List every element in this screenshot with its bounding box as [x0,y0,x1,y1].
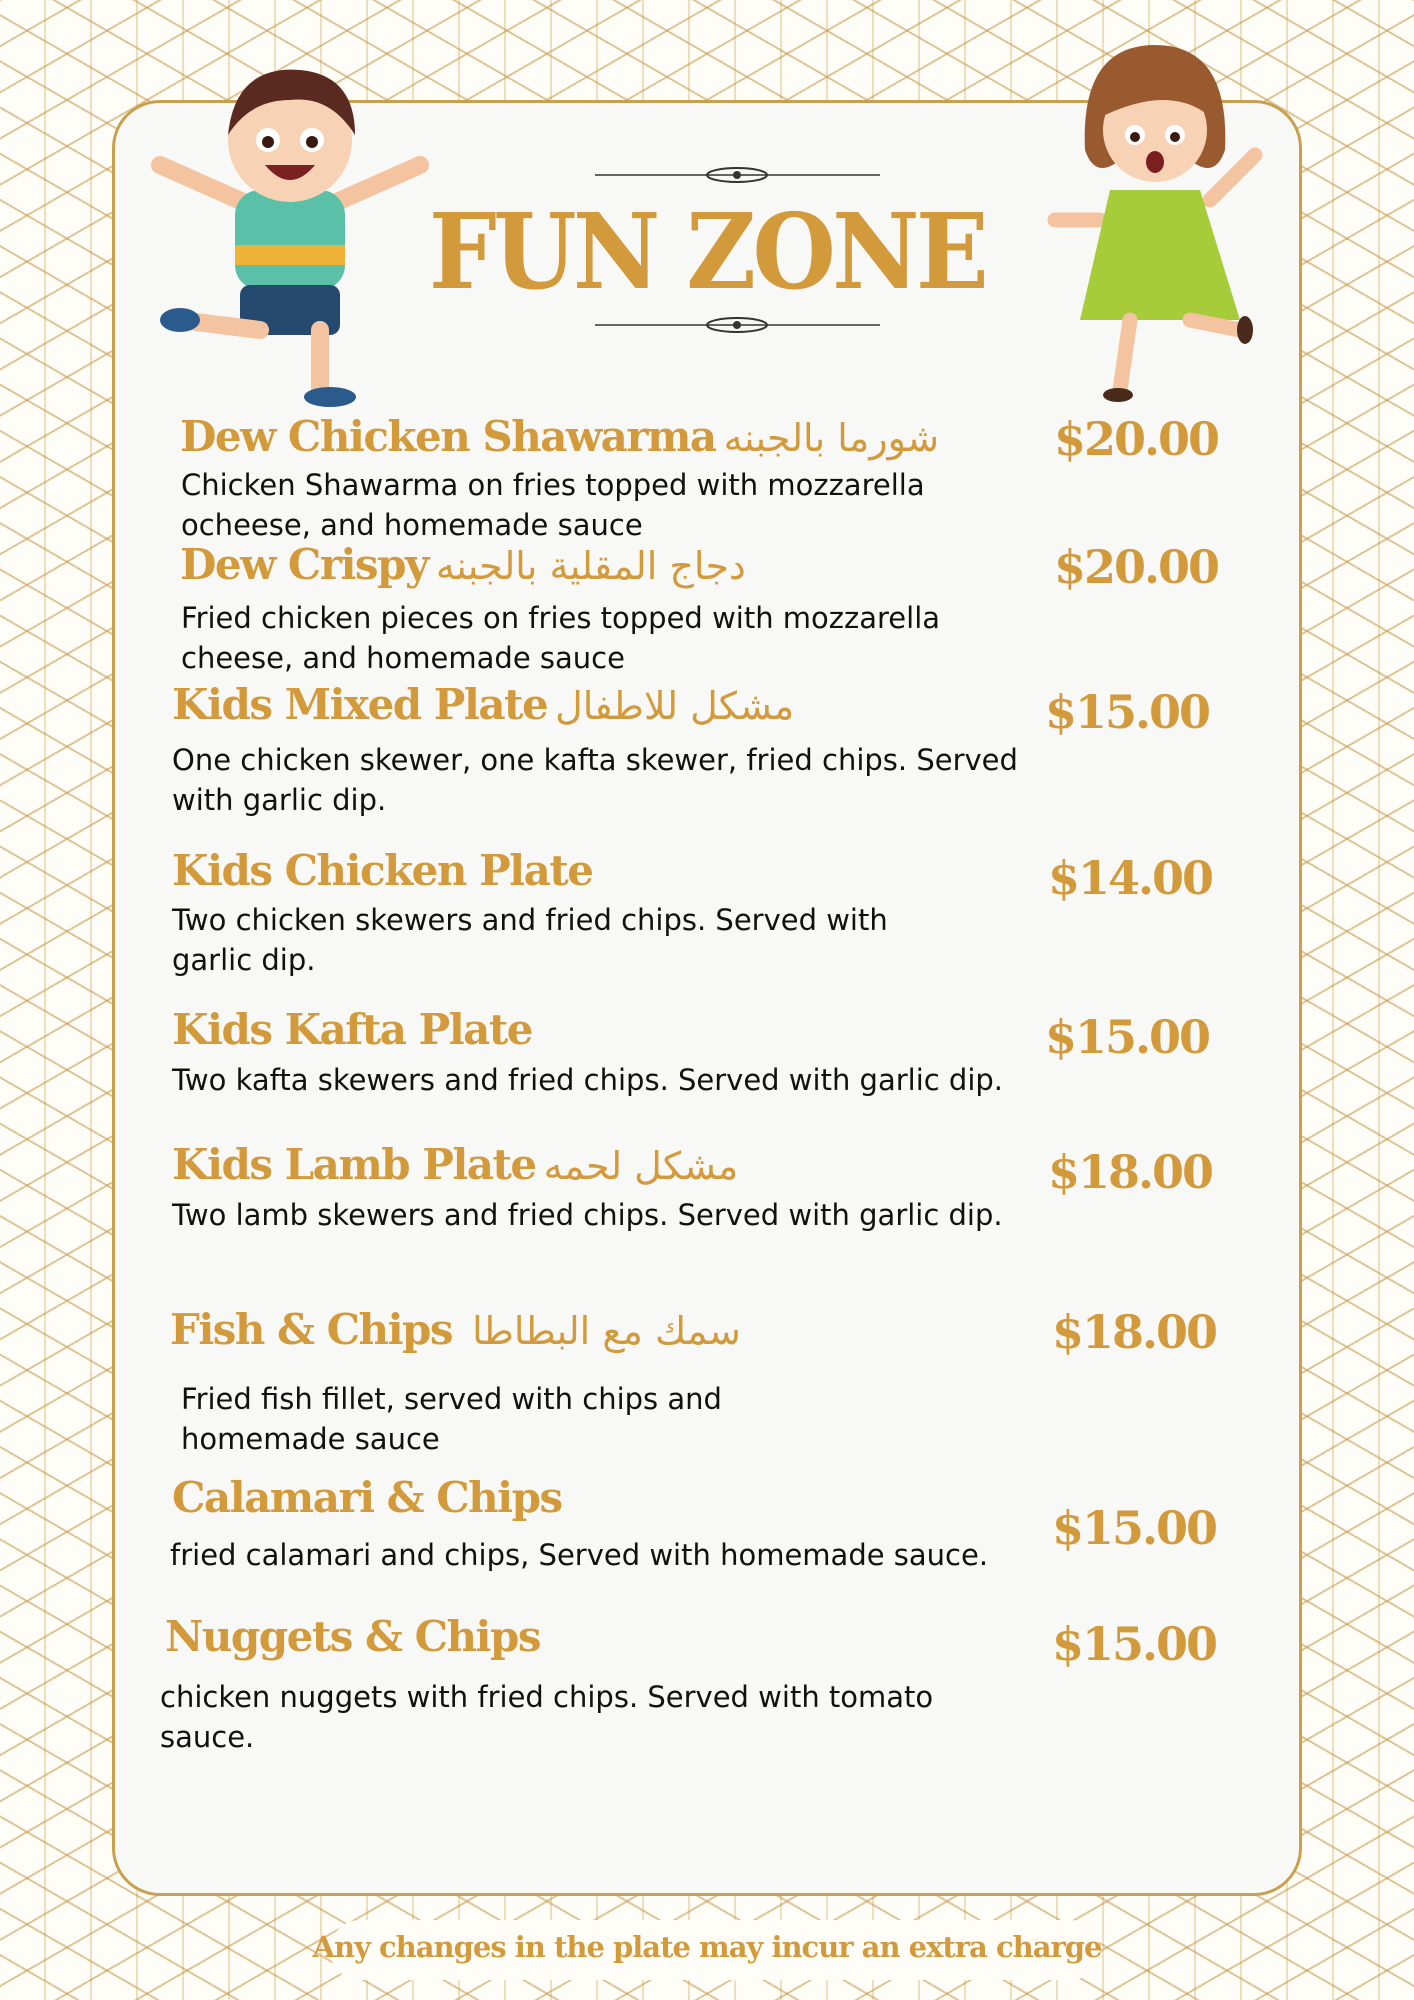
item-name-english: Nuggets & Chips [165,1612,541,1661]
item-name [180,412,939,461]
item-name-english: Kids Chicken Plate [172,846,593,895]
page-title: FUN ZONE [428,190,986,313]
item-description: Chicken Shawarma on fries topped with mozzarella ocheese, and homemade sauce [181,468,925,542]
item-name [172,1005,540,1054]
footer-note: Any changes in the plate may incur an extra charge [312,1930,1102,1964]
item-price: $15.00 [1051,1501,1216,1555]
item-name-arabic: مشكل للاطفال [555,684,795,728]
item-price: $14.00 [1047,851,1212,905]
item-name-english: Calamari & Chips [172,1473,562,1522]
item-name-english: Kids Kafta Plate [172,1005,532,1054]
item-description: Two chicken skewers and fried chips. Served with garlic dip. [172,903,888,977]
item-description: One chicken skewer, one kafta skewer, fried chips. Served with garlic dip. [172,743,1018,817]
item-description: Two kafta skewers and fried chips. Served with garlic dip. [172,1063,1004,1097]
item-name [170,1305,741,1354]
item-price: $18.00 [1047,1145,1212,1199]
item-name-english: Fish & Chips [170,1305,453,1354]
item-name-english: Dew Chicken Shawarma [180,412,716,461]
item-name-arabic: شورما بالجبنه [723,416,940,460]
item-description: fried calamari and chips, Served with homemade sauce. [170,1538,989,1572]
boy-illustration [140,55,440,415]
girl-illustration [1040,40,1270,410]
item-price: $18.00 [1051,1305,1216,1359]
item-name-arabic: سمك مع البطاطا [472,1309,741,1353]
item-name [172,1473,570,1522]
item-name-english: Kids Lamb Plate [172,1140,536,1189]
flourish-bottom-icon [595,315,880,335]
item-description: Fried chicken pieces on fries topped with mozzarella cheese, and homemade sauce [181,601,941,675]
item-name-arabic: مشكل لحمه [543,1144,739,1188]
item-name [172,680,794,729]
item-name [180,540,746,589]
item-name-arabic: دجاج المقلية بالجبنه [435,544,746,588]
item-price: $20.00 [1053,412,1218,466]
item-name-english: Dew Crispy [180,540,428,589]
item-price: $15.00 [1051,1617,1216,1671]
item-name [172,846,600,895]
item-price: $20.00 [1053,540,1218,594]
item-name-english: Kids Mixed Plate [172,680,548,729]
item-name [165,1612,548,1661]
item-price: $15.00 [1044,685,1209,739]
item-description: Fried fish fillet, served with chips and homemade sauce [181,1382,722,1456]
item-name [172,1140,738,1189]
item-description: Two lamb skewers and fried chips. Served with garlic dip. [172,1198,1003,1232]
flourish-top-icon [595,165,880,185]
item-price: $15.00 [1044,1010,1209,1064]
item-description: chicken nuggets with fried chips. Served with tomato sauce. [160,1680,934,1754]
